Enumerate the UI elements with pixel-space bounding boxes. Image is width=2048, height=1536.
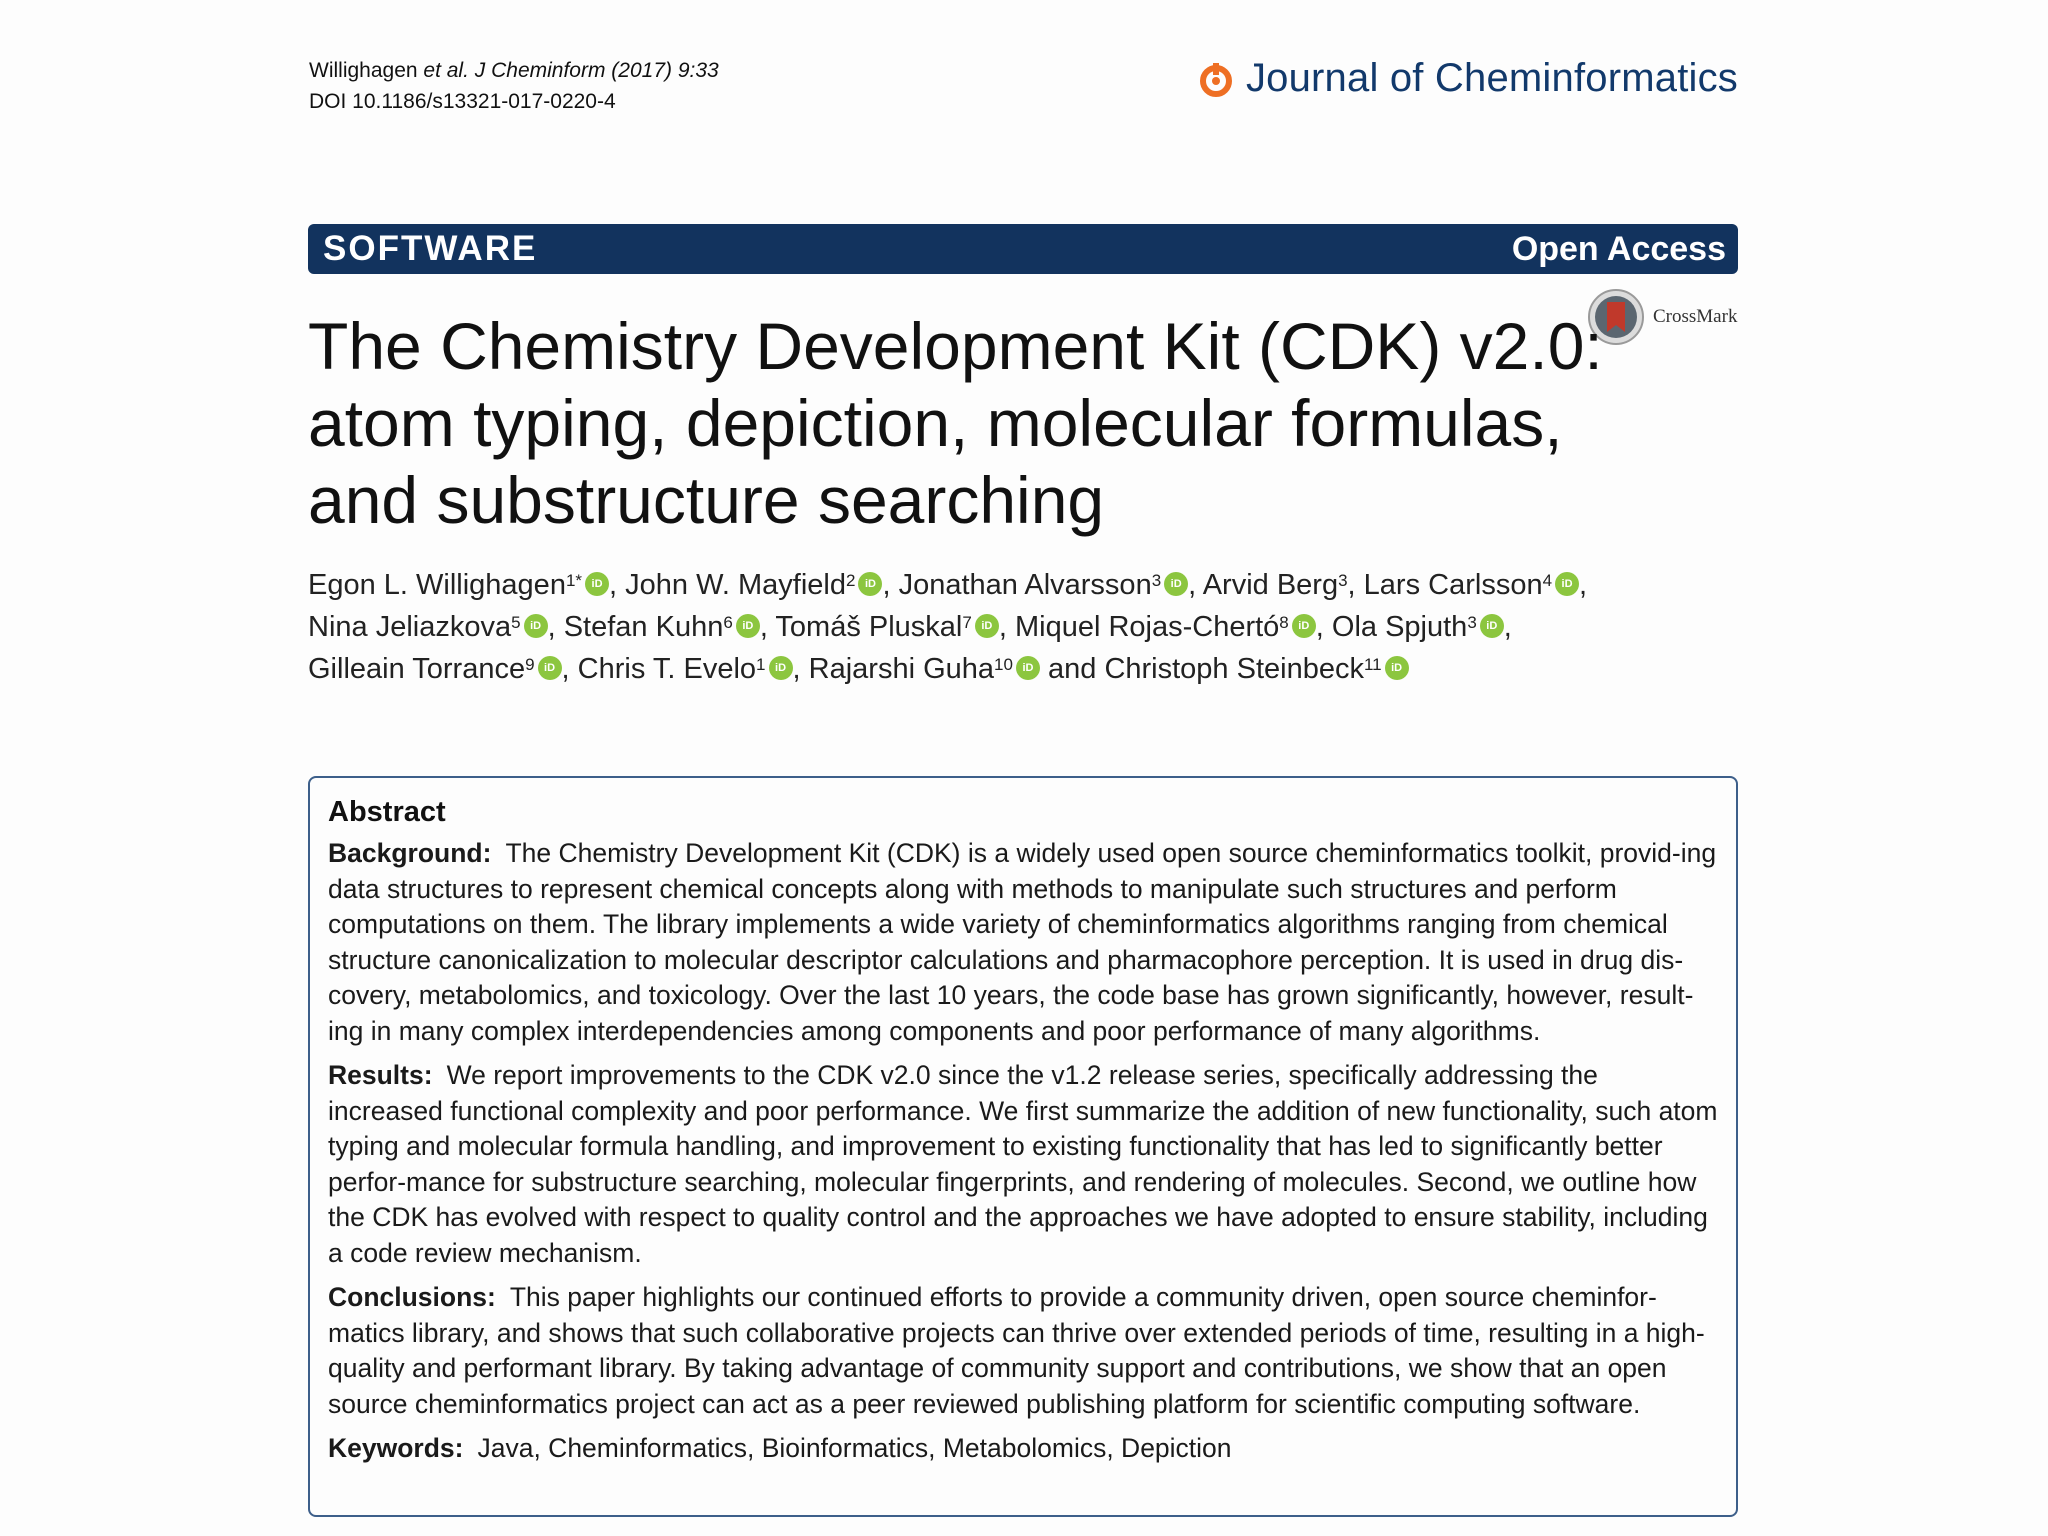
abstract-section-text: We report improvements to the CDK v2.0 since the v1.2 release series, specifically addressing the increased functional complexity and poor performance. We first summarize the addition of new functionality, such atom typing and molecular formula handling, and improvement to existing functionality that has led to significantly better perfor-mance for substructure searching, molecular fingerprints, and rendering of molecules. Second, we outline how the CDK has evolved with respect to quality control and the approaches we have adopted to ensure stability, including a code review mechanism. bbox=[328, 1060, 1718, 1268]
author-entry[interactable] bbox=[308, 653, 562, 685]
citation-authors: Willighagen bbox=[309, 59, 424, 82]
citation-etal: et al. bbox=[423, 59, 469, 82]
author-entry[interactable] bbox=[1015, 611, 1316, 643]
author-affiliation: 1* bbox=[565, 571, 583, 590]
abstract-box bbox=[308, 776, 1738, 1517]
author-name: Miquel Rojas-Chertó bbox=[1014, 611, 1280, 643]
abstract-section-results bbox=[328, 1058, 1718, 1271]
author-name: Christoph Steinbeck bbox=[1104, 653, 1364, 685]
author-name: Rajarshi Guha bbox=[808, 653, 995, 685]
orcid-icon[interactable] bbox=[975, 614, 999, 638]
author-entry[interactable] bbox=[809, 653, 1040, 685]
author-separator: , bbox=[1347, 569, 1364, 601]
author-entry[interactable] bbox=[1332, 611, 1504, 643]
author-name: Ola Spjuth bbox=[1331, 611, 1468, 643]
author-name: John W. Mayfield bbox=[625, 569, 846, 601]
orcid-icon[interactable] bbox=[585, 572, 609, 596]
author-entry[interactable] bbox=[775, 611, 998, 643]
author-affiliation: 4 bbox=[1542, 571, 1553, 590]
doi[interactable]: DOI 10.1186/s13321-017-0220-4 bbox=[309, 90, 616, 113]
orcid-icon[interactable] bbox=[736, 614, 760, 638]
abstract-heading: Abstract bbox=[328, 796, 446, 828]
author-separator: , bbox=[759, 611, 776, 643]
author-entry[interactable] bbox=[1104, 653, 1408, 685]
abstract-section-label: Results: bbox=[328, 1060, 433, 1090]
author-entry[interactable] bbox=[625, 569, 882, 601]
author-separator: , bbox=[1188, 569, 1203, 601]
author-entry[interactable] bbox=[308, 611, 548, 643]
author-separator: , bbox=[882, 569, 899, 601]
orcid-icon[interactable] bbox=[1016, 656, 1040, 680]
author-entry[interactable] bbox=[899, 569, 1189, 601]
author-affiliation: 7 bbox=[962, 613, 972, 632]
author-name: Chris T. Evelo bbox=[577, 653, 757, 685]
article-type-banner bbox=[308, 224, 1738, 274]
author-affiliation: 3 bbox=[1467, 613, 1477, 632]
author-separator: , bbox=[792, 653, 809, 685]
citation-block bbox=[309, 55, 719, 117]
author-separator: , bbox=[561, 653, 578, 685]
abstract-section-conclusions bbox=[328, 1280, 1718, 1422]
orcid-icon[interactable] bbox=[538, 656, 562, 680]
orcid-icon[interactable] bbox=[1480, 614, 1504, 638]
author-entry[interactable] bbox=[578, 653, 793, 685]
author-affiliation: 9 bbox=[525, 655, 535, 674]
orcid-icon[interactable] bbox=[1385, 656, 1409, 680]
author-name: Lars Carlsson bbox=[1363, 569, 1543, 601]
abstract-section-text: This paper highlights our continued efforts to provide a community driven, open source cheminfor-matics library, and shows that such collaborative projects can thrive over extended periods of time, resulting in a high-quality and performant library. By taking advantage of community support and contributions, we show that an open source cheminformatics project can act as a peer reviewed publishing platform for scientific computing software. bbox=[328, 1282, 1705, 1419]
citation-journal: J Cheminform bbox=[468, 59, 606, 82]
orcid-icon[interactable] bbox=[1555, 572, 1579, 596]
open-access-label: Open Access bbox=[1511, 229, 1726, 268]
orcid-icon[interactable] bbox=[858, 572, 882, 596]
author-affiliation: 8 bbox=[1279, 613, 1289, 632]
author-entry[interactable] bbox=[564, 611, 760, 643]
citation-line bbox=[309, 55, 719, 86]
author-affiliation: 2 bbox=[845, 571, 856, 590]
author-name: Arvid Berg bbox=[1202, 569, 1339, 601]
journal-name: Journal of Cheminformatics bbox=[1245, 56, 1738, 100]
author-list bbox=[308, 564, 1728, 690]
abstract-section-keywords bbox=[328, 1431, 1718, 1467]
author-separator: , bbox=[1315, 611, 1332, 643]
paper-title: The Chemistry Development Kit (CDK) v2.0: atom typing, depiction, molecular formulas, and substructure searching bbox=[308, 309, 1603, 537]
orcid-icon[interactable] bbox=[524, 614, 548, 638]
author-affiliation: 5 bbox=[511, 613, 521, 632]
journal-header[interactable] bbox=[1198, 56, 1738, 101]
author-separator: and bbox=[1039, 653, 1105, 685]
author-name: Jonathan Alvarsson bbox=[898, 569, 1152, 601]
author-separator: , bbox=[1503, 611, 1512, 643]
citation-year-volume: (2017) 9:33 bbox=[605, 59, 719, 82]
orcid-icon[interactable] bbox=[1164, 572, 1188, 596]
abstract-section-background bbox=[328, 836, 1718, 1049]
orcid-icon[interactable] bbox=[769, 656, 793, 680]
author-name: Gilleain Torrance bbox=[308, 653, 526, 685]
author-affiliation: 6 bbox=[723, 613, 733, 632]
abstract-section-label: Background: bbox=[328, 838, 492, 868]
author-name: Nina Jeliazkova bbox=[308, 611, 512, 643]
author-entry[interactable] bbox=[1364, 569, 1579, 601]
author-entry[interactable] bbox=[308, 569, 609, 601]
abstract-section-label: Conclusions: bbox=[328, 1282, 496, 1312]
article-type: SOFTWARE bbox=[323, 229, 538, 268]
abstract-section-label: Keywords: bbox=[328, 1433, 464, 1463]
author-separator: , bbox=[998, 611, 1015, 643]
author-affiliation: 3 bbox=[1151, 571, 1162, 590]
author-separator: , bbox=[609, 569, 626, 601]
author-affiliation: 3 bbox=[1338, 571, 1348, 590]
author-name: Stefan Kuhn bbox=[563, 611, 724, 643]
author-name: Tomáš Pluskal bbox=[775, 611, 963, 643]
author-name: Egon L. Willighagen bbox=[308, 569, 566, 601]
author-affiliation: 1 bbox=[756, 655, 766, 674]
author-separator: , bbox=[1579, 569, 1588, 601]
author-separator: , bbox=[547, 611, 564, 643]
abstract-section-text: The Chemistry Development Kit (CDK) is a widely used open source cheminformatics toolkit, provid-ing data structures to represent chemical concepts along with methods to manipulate such structures and perform computations on them. The library implements a wide variety of cheminformatics algorithms ranging from chemical structure canonicalization to molecular descriptor calculations and pharmacophore perception. It is used in drug dis-covery, metabolomics, and toxicology. Over the last 10 years, the code base has grown significantly, however, result-ing in many complex interdependencies among components and poor performance of many algorithms. bbox=[328, 838, 1717, 1046]
author-affiliation: 11 bbox=[1363, 655, 1382, 674]
author-entry[interactable] bbox=[1203, 569, 1348, 601]
keywords-text: Java, Cheminformatics, Bioinformatics, Metabolomics, Depiction bbox=[477, 1433, 1232, 1463]
author-affiliation: 10 bbox=[994, 655, 1013, 674]
journal-logo-icon bbox=[1198, 61, 1234, 97]
crossmark-label: CrossMark bbox=[1653, 306, 1738, 327]
orcid-icon[interactable] bbox=[1292, 614, 1316, 638]
